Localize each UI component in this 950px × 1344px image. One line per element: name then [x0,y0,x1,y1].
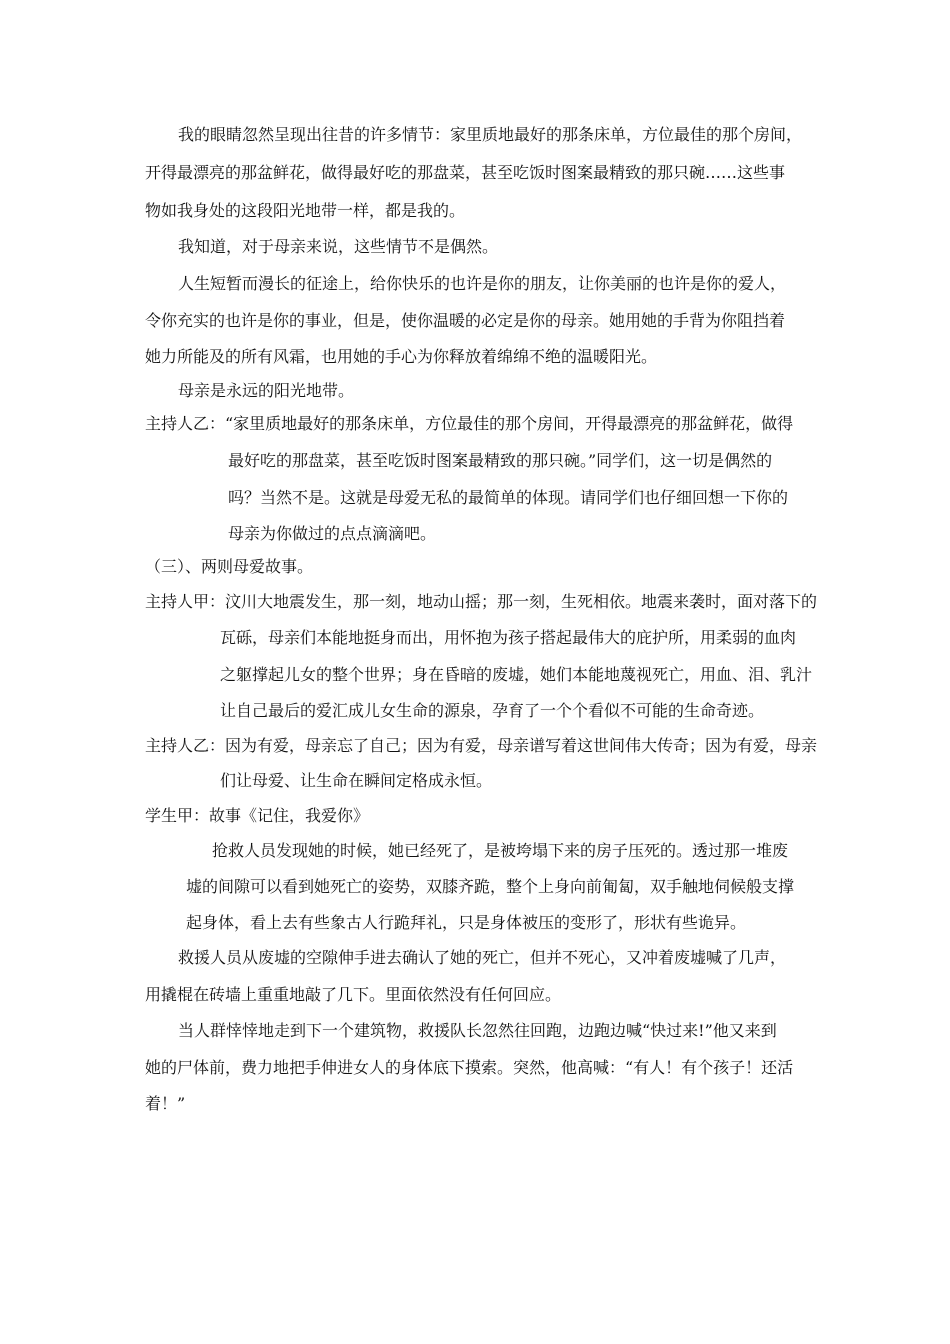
speaker-line: 主持人乙：“家里质地最好的那条床单，方位最佳的那个房间，开得最漂亮的那盆鲜花，做得 [145,414,794,433]
story-line: 她的尸体前，费力地把手伸进女人的身体底下摸索。突然，他高喊：“有人！有个孩子！还活 [145,1058,794,1077]
paragraph-line: 开得最漂亮的那盆鲜花，做得最好吃的那盘菜，甚至吃饭时图案最精致的那只碗……这些事 [145,163,786,182]
paragraph-line: 她力所能及的所有风霜，也用她的手心为你释放着绵绵不绝的温暖阳光。 [145,347,658,366]
speaker-continuation-line: 瓦砾，母亲们本能地挺身而出，用怀抱为孩子搭起最伟大的庇护所，用柔弱的血肉 [220,628,797,647]
speaker-continuation-line: 吗？当然不是。这就是母爱无私的最简单的体现。请同学们也仔细回想一下你的 [228,488,789,507]
speaker-continuation-line: 母亲为你做过的点点滴滴吧。 [228,524,437,543]
story-line: 用撬棍在砖墙上重重地敲了几下。里面依然没有任何回应。 [145,985,562,1004]
story-line: 墟的间隙可以看到她死亡的姿势，双膝齐跪，整个上身向前匍匐，双手触地伺候般支撑 [186,877,795,896]
speaker-continuation-line: 最好吃的那盘菜，甚至吃饭时图案最精致的那只碗。”同学们，这一切是偶然的 [228,451,773,470]
paragraph-line: 母亲是永远的阳光地带。 [178,381,355,400]
paragraph-line: 物如我身处的这段阳光地带一样，都是我的。 [145,201,466,220]
story-line: 救援人员从废墟的空隙伸手进去确认了她的死亡，但并不死心，又冲着废墟喊了几声， [178,948,787,967]
speaker-continuation-line: 们让母爱、让生命在瞬间定格成永恒。 [220,771,493,790]
speaker-line: 主持人甲：汶川大地震发生，那一刻，地动山摇；那一刻，生死相依。地震来袭时，面对落下的 [145,592,818,611]
story-line: 着！” [145,1094,186,1113]
speaker-continuation-line: 之躯撑起儿女的整个世界；身在昏暗的废墟，她们本能地蔑视死亡，用血、泪、乳汁 [220,665,813,684]
story-line: 抢救人员发现她的时候，她已经死了，是被垮塌下来的房子压死的。透过那一堆废 [212,841,789,860]
speaker-line: 主持人乙：因为有爱，母亲忘了自己；因为有爱，母亲谱写着这世间伟大传奇；因为有爱，母亲 [145,736,818,755]
section-heading: （三）、两则母爱故事。 [145,557,314,576]
paragraph-line: 人生短暂而漫长的征途上，给你快乐的也许是你的朋友，让你美丽的也许是你的爱人， [178,274,787,293]
speaker-continuation-line: 让自己最后的爱汇成儿女生命的源泉，孕育了一个个看似不可能的生命奇迹。 [220,701,765,720]
story-line: 起身体，看上去有些象古人行跪拜礼，只是身体被压的变形了，形状有些诡异。 [186,913,747,932]
story-line: 当人群悻悻地走到下一个建筑物，救援队长忽然往回跑，边跑边喊“快过来!”他又来到 [178,1021,777,1040]
paragraph-line: 我的眼睛忽然呈现出往昔的许多情节：家里质地最好的那条床单，方位最佳的那个房间， [178,125,803,144]
paragraph-line: 我知道，对于母亲来说，这些情节不是偶然。 [178,237,499,256]
story-heading: 学生甲：故事《记住，我爱你》 [145,806,370,825]
paragraph-line: 令你充实的也许是你的事业，但是，使你温暖的必定是你的母亲。她用她的手背为你阻挡着 [145,311,786,330]
